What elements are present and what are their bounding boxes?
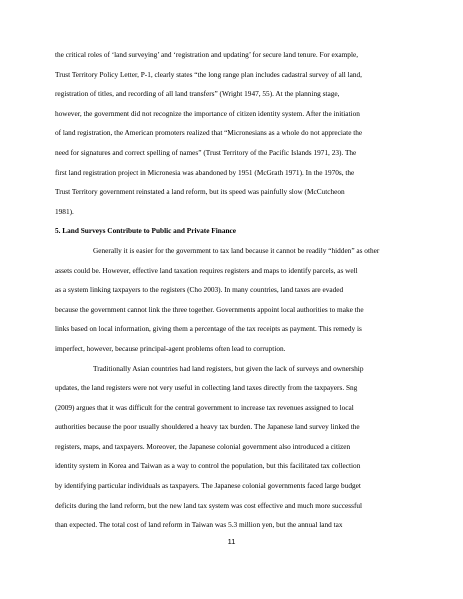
text-line: deficits during the land reform, but the new land tax system was cost effective and much more successful — [55, 500, 363, 510]
text-line: need for signatures and correct spelling of names” (Trust Territory of the Pacific Islands 1971, 23). The — [55, 147, 357, 157]
text-line: by identifying particular individuals as taxpayers. The Japanese colonial governments faced large budget — [55, 481, 361, 491]
text-line: the critical roles of ‘land surveying’ and ‘registration and updating’ for secure land tenure. For example, — [55, 50, 359, 59]
paragraph-1 — [55, 45, 420, 221]
section-heading: 5. Land Surveys Contribute to Public and Private Finance — [55, 226, 237, 236]
text-line: authorities because the poor usually shouldered a heavy tax burden. The Japanese land survey linked the — [55, 422, 360, 432]
text-line: updates, the land registers were not very useful in collecting land taxes directly from the taxpayers. Sng — [55, 383, 358, 393]
text-line: because the government cannot link the three together. Governments appoint local authorities to make the — [55, 304, 364, 314]
text-line: (2009) argues that it was difficult for the central government to increase tax revenues assigned to local — [55, 402, 354, 412]
paragraph-3 — [55, 359, 420, 535]
text-line: of land registration, the American promoters realized that “Micronesians as a whole do not appreciate the — [55, 128, 363, 138]
text-line: Trust Territory Policy Letter, P-1, clearly states “the long range plan includes cadastral survey of all land, — [55, 69, 362, 79]
page-number: 11 — [227, 537, 236, 546]
text-line: first land registration project in Micronesia was abandoned by 1951 (McGrath 1971). In the 1970s, the — [55, 167, 355, 177]
text-line: registration of titles, and recording of all land transfers” (Wright 1947, 55). At the planning stage, — [55, 89, 340, 99]
paragraph-2 — [55, 241, 420, 359]
text-line: however, the government did not recognize the importance of citizen identity system. After the initiation — [55, 108, 360, 118]
text-line: links based on local information, giving them a percentage of the tax receipts as payment. This remedy is — [55, 324, 362, 334]
text-line: Traditionally Asian countries had land registers, but given the lack of surveys and ownership — [93, 363, 364, 373]
text-line: 1981). — [55, 206, 74, 216]
text-line: than expected. The total cost of land reform in Taiwan was 5.3 million yen, but the annual land tax — [55, 520, 343, 530]
text-line: identity system in Korea and Taiwan as a way to control the population, but this facilitated tax collection — [55, 461, 361, 471]
text-line: registers, maps, and taxpayers. Moreover, the Japanese colonial government also introduced a citizen — [55, 441, 351, 451]
text-line: imperfect, however, because principal-agent problems often lead to corruption. — [55, 343, 286, 353]
text-line: Generally it is easier for the government to tax land because it cannot be readily “hidden” as other — [93, 245, 380, 255]
text-line: Trust Territory government reinstated a land reform, but its speed was painfully slow (McCutcheon — [55, 187, 345, 197]
document-body — [55, 45, 420, 535]
text-line: assets could be. However, effective land taxation requires registers and maps to identify parcels, as well — [55, 265, 358, 275]
text-line: as a system linking taxpayers to the registers (Cho 2003). In many countries, land taxes are evaded — [55, 285, 344, 295]
